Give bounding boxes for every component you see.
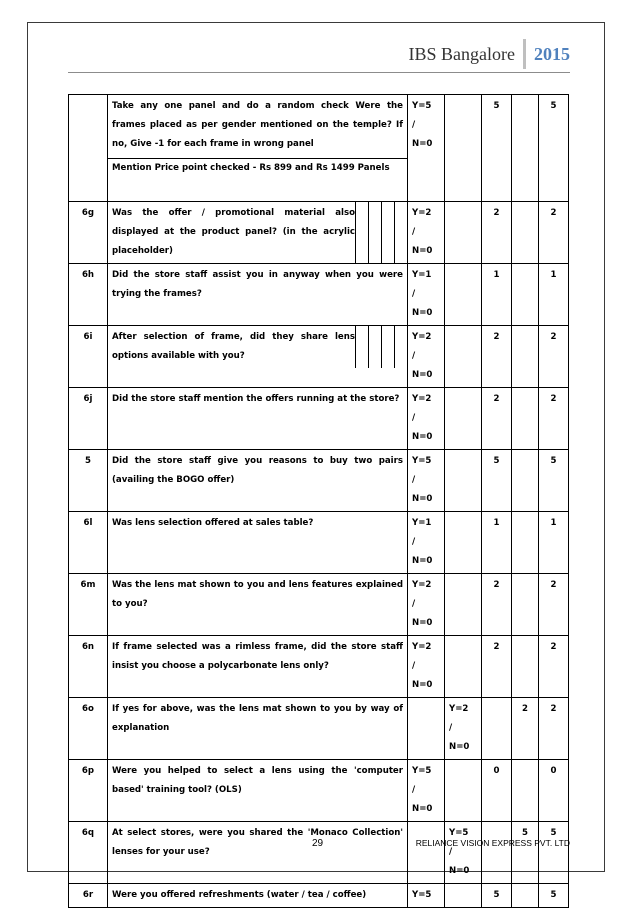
question-text: If yes for above, was the lens mat shown to you by way of explanation [112,704,403,733]
row-id: 6q [69,822,108,884]
score-line: Y=5 [449,828,469,838]
score-line: N=0 [449,742,470,752]
header-rule [68,72,570,73]
row-id: 6i [69,326,108,388]
score-total: 5 [539,450,569,512]
score-total: 2 [539,574,569,636]
score-yes: 2 [482,574,512,636]
score-line: N=0 [412,370,433,380]
score-line: / [449,723,453,733]
score-yes: 1 [482,264,512,326]
score-line: Y=1 [412,518,432,528]
score-yes: 5 [482,95,512,202]
question-text: Was the lens mat shown to you and lens features explained to you? [112,580,403,609]
scoring-cell-a [408,450,445,512]
scoring-cell-b [445,264,482,326]
score-total: 0 [539,760,569,822]
scoring-cell-b [445,574,482,636]
score-line: / [412,475,416,485]
score-yes: 2 [482,326,512,388]
question-cell [108,636,408,698]
scoring-cell-b [445,760,482,822]
scoring-cell-a [408,95,445,202]
score-alt: 5 [512,822,539,884]
question-cell [108,884,408,908]
score-yes: 2 [482,636,512,698]
question-text: After selection of frame, did they share lens options available with you? [112,332,355,361]
scoring-cell-b [445,326,482,388]
score-yes: 0 [482,760,512,822]
score-line: N=0 [449,866,470,876]
question-cell [108,388,408,450]
row-id: 6l [69,512,108,574]
scoring-cell-b [445,884,482,908]
table-row [69,388,569,450]
question-cell [108,698,408,760]
header-title: IBS Bangalore [408,43,515,64]
score-line: Y=2 [449,704,469,714]
question-text: Take any one panel and do a random check Were the frames placed as per gender mentioned on the temple? If no, Give -1 for each frame in wrong panel [112,101,403,149]
score-total: 2 [539,388,569,450]
blank-grid-cell [394,202,407,263]
table-row [69,326,569,388]
score-total: 2 [539,326,569,388]
score-line: / [412,599,416,609]
score-total: 1 [539,512,569,574]
score-line: Y=2 [412,394,432,404]
row-id: 6h [69,264,108,326]
score-line: Y=5 [412,456,432,466]
table-row [69,698,569,760]
scoring-cell-b [445,512,482,574]
score-total: 5 [539,884,569,908]
scoring-cell-a [408,698,445,760]
score-line: / [412,120,416,130]
score-total: 2 [539,636,569,698]
blank-grid-cell [394,326,407,368]
scoring-cell-a [408,884,445,908]
scoring-cell-a [408,574,445,636]
score-line: / [412,537,416,547]
page-header [409,38,570,70]
score-alt [512,388,539,450]
page-footer [68,838,570,852]
row-id [69,95,108,202]
blank-grid-cell [381,326,394,368]
question-text: Did the store staff assist you in anyway when you were trying the frames? [112,270,403,299]
score-line: N=0 [412,432,433,442]
score-line: Y=5 [412,101,432,111]
audit-table-body [69,95,569,908]
question-wrap [112,328,403,366]
row-id: 6n [69,636,108,698]
question-text: Did the store staff give you reasons to buy two pairs (availing the BOGO offer) [112,456,403,485]
scoring-cell-a [408,264,445,326]
table-row [69,760,569,822]
scoring-cell-b [445,95,482,202]
score-line: N=0 [412,246,433,256]
score-alt [512,574,539,636]
score-total: 2 [539,698,569,760]
scoring-cell-b [445,636,482,698]
row-id: 6j [69,388,108,450]
score-line: N=0 [412,494,433,504]
scoring-cell-a [408,202,445,264]
header-year: 2015 [534,43,570,64]
question-cell [108,760,408,822]
blank-grid [355,326,407,368]
score-alt [512,202,539,264]
scoring-cell-b [445,388,482,450]
blank-grid-cell [355,202,368,263]
score-yes: 5 [482,884,512,908]
score-line: / [412,351,416,361]
question-cell [108,95,408,202]
blank-grid-cell [368,202,381,263]
score-line: Y=2 [412,642,432,652]
scoring-cell-a [408,326,445,388]
score-line: N=0 [412,680,433,690]
score-line: N=0 [412,308,433,318]
score-total: 5 [539,822,569,884]
score-yes: 1 [482,512,512,574]
row-id: 6o [69,698,108,760]
score-alt [512,760,539,822]
score-total: 1 [539,264,569,326]
blank-grid [355,202,407,263]
score-line: Y=1 [412,270,432,280]
score-line: / [412,289,416,299]
blank-grid-cell [381,202,394,263]
scoring-cell-b [445,698,482,760]
score-line: / [412,785,416,795]
score-line: N=0 [412,618,433,628]
score-line: Y=2 [412,580,432,590]
scoring-cell-b [445,822,482,884]
question-text: If frame selected was a rimless frame, did the store staff insist you choose a polycarbonate lens only? [112,642,403,671]
score-yes [482,822,512,884]
question-text: Was lens selection offered at sales table? [112,518,314,528]
question-text: Was the offer / promotional material also displayed at the product panel? (in the acrylic placeholder) [112,208,355,256]
score-alt [512,512,539,574]
score-line: / [449,847,453,857]
page-number: 29 [312,838,324,849]
score-alt: 2 [512,698,539,760]
score-yes: 5 [482,450,512,512]
score-line: N=0 [412,804,433,814]
score-line: Y=2 [412,332,432,342]
scoring-cell-a [408,636,445,698]
table-row [69,636,569,698]
row-id: 6p [69,760,108,822]
score-yes [482,698,512,760]
question-wrap [112,204,403,261]
table-row [69,512,569,574]
score-alt [512,264,539,326]
row-id: 6m [69,574,108,636]
scoring-cell-a [408,388,445,450]
blank-grid-cell [368,326,381,368]
table-row [69,822,569,884]
table-row [69,95,569,202]
question-cell [108,822,408,884]
score-yes: 2 [482,388,512,450]
question-text: Did the store staff mention the offers running at the store? [112,394,400,404]
scoring-cell-a [408,822,445,884]
question-cell [108,264,408,326]
scoring-cell-a [408,760,445,822]
score-total: 5 [539,95,569,202]
score-line: N=0 [412,139,433,149]
blank-grid-cell [355,326,368,368]
question-cell [108,512,408,574]
score-alt [512,95,539,202]
question-text: At select stores, were you shared the 'Monaco Collection' lenses for your use? [112,828,403,857]
score-line: / [412,413,416,423]
score-total: 2 [539,202,569,264]
score-alt [512,450,539,512]
company-name: RELIANCE VISION EXPRESS PVT. LTD [415,838,570,848]
question-note: Mention Price point checked - Rs 899 and Rs 1499 Panels [108,158,407,178]
table-row [69,574,569,636]
score-line: / [412,661,416,671]
score-line: N=0 [412,556,433,566]
score-line: Y=5 [412,890,432,900]
scoring-cell-b [445,202,482,264]
table-row [69,450,569,512]
table-row [69,264,569,326]
score-alt [512,326,539,388]
row-id: 6g [69,202,108,264]
question-text: Were you offered refreshments (water / tea / coffee) [112,890,367,900]
row-id: 6r [69,884,108,908]
score-alt [512,884,539,908]
score-line: / [412,227,416,237]
question-cell [108,574,408,636]
audit-table [68,94,569,908]
question-cell [108,202,408,264]
table-row [69,884,569,908]
scoring-cell-a [408,512,445,574]
table-row [69,202,569,264]
scoring-cell-b [445,450,482,512]
row-id: 5 [69,450,108,512]
score-alt [512,636,539,698]
score-line: Y=2 [412,208,432,218]
question-text: Were you helped to select a lens using the 'computer based' training tool? (OLS) [112,766,403,795]
score-line: Y=5 [412,766,432,776]
score-yes: 2 [482,202,512,264]
question-cell [108,326,408,388]
question-cell [108,450,408,512]
